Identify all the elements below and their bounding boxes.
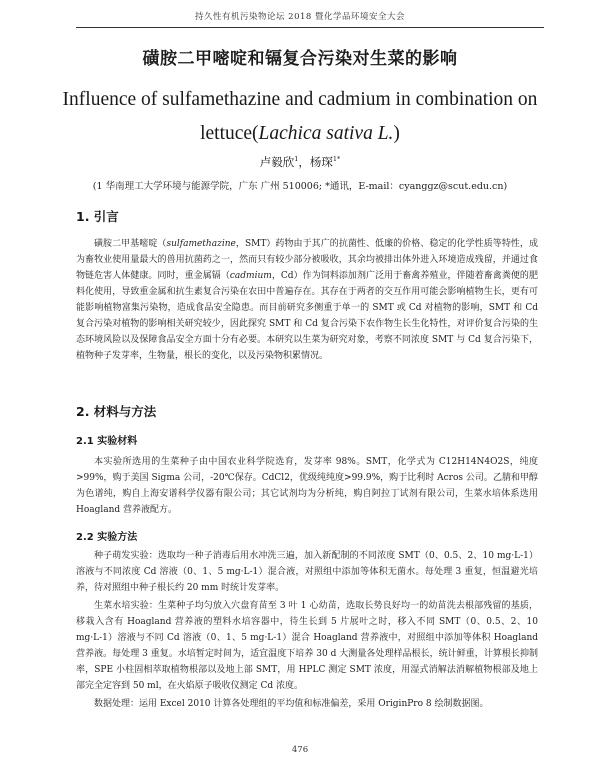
intro-term-sulfamethazine: sulfamethazine bbox=[166, 239, 236, 249]
intro-text-a: 磺胺二甲基嘧啶（ bbox=[94, 239, 167, 249]
section-methods-heading: 2. 材料与方法 bbox=[76, 404, 157, 419]
title-english-line1: Influence of sulfamethazine and cadmium in combination on bbox=[62, 89, 538, 110]
header-rule bbox=[76, 27, 544, 28]
intro-text-c: ，Cd）作为饲料添加剂广泛用于畜禽养殖业，伴随着畜禽粪便的肥料化使用，导致重金属和抗生素复合污染在农田中普遍存在。其存在于两者的交互作用可能会影响植物生长，更有可能影响植物富集污染物，造成食品安全隐患。而目前研究多侧重于单一的 SMT 或 Cd 对植物的影响，SMT 和 Cd 复合污染对植物的影响相关研究较少，因此探究 SMT 和 Cd 复合污染下农作物生长生化特性，对评价复合污染的生态环境风险以及保障食品安全方面十分有必要。本研究以生菜为研究对象，考察不同浓度 SMT 与 Cd 复合污染下，植物种子发芽率，生物量，根长的变化，以及污染物积累情况。 bbox=[76, 271, 538, 361]
title-en-prefix: lettuce( bbox=[200, 123, 259, 144]
author-2: 杨琛 bbox=[309, 155, 333, 169]
intro-paragraph bbox=[76, 236, 538, 364]
title-en-suffix: ) bbox=[393, 123, 400, 144]
title-chinese: 磺胺二甲嘧啶和镉复合污染对生菜的影响 bbox=[142, 49, 458, 69]
running-header: 持久性有机污染物论坛 2018 暨化学品环境安全大会 bbox=[194, 12, 406, 22]
subsection-methods-heading: 2.2 实验方法 bbox=[76, 532, 138, 543]
author-1: 卢毅欣 bbox=[259, 155, 295, 169]
author-1-mark: 1 bbox=[294, 155, 299, 164]
subsection-materials-heading: 2.1 实验材料 bbox=[76, 436, 138, 447]
materials-paragraph: 本实验所选用的生菜种子由中国农业科学院选育，发芽率 98%。SMT，化学式为 C12H14N4O2S，纯度>99%，购于美国 Sigma 公司，-20℃保存。CdCl2，优级纯纯度>99.9%，购于比利时 Acros 公司。乙腈和甲醇为色谱纯，购自上海安谱科学仪器有限公司；其它试剂均为分析纯，购自阿拉丁试剂有限公司，生菜水培体系选用 Hoagland 营养液配方。 bbox=[76, 457, 538, 515]
section-intro-heading: 1. 引言 bbox=[76, 209, 119, 224]
intro-text-b: ，SMT）药物由于其广的抗菌性、低廉的价格、稳定的化学性质等特性，成为畜牧业使用量最大的兽用抗菌药之一，然而只有较少部分被吸收，其余均被排出体外进入环境造成残留，并通过食物链危害人体健康。同时，重金属镉（ bbox=[76, 239, 538, 281]
title-en-species: Lachica sativa L. bbox=[258, 123, 394, 144]
intro-term-cadmium: cadmium bbox=[229, 271, 272, 281]
methods-data-paragraph: 数据处理：运用 Excel 2010 计算各处理组的平均值和标准偏差，采用 OriginPro 8 绘制数据图。 bbox=[94, 699, 489, 709]
author-separator: ， bbox=[298, 155, 310, 169]
title-english-line2 bbox=[50, 123, 550, 145]
methods-hydroponic-paragraph: 生菜水培实验：生菜种子均匀放入穴盘育苗至 3 叶 1 心幼苗，选取长势良好均一的幼苗洗去根部残留的基质，移栽入含有 Hoagland 营养液的塑料水培容器中，待生长到 5 片展叶之时，移入不同 SMT（0、0.5、2、10 mg·L-1）溶液与不同 Cd 溶液（0、1、5 mg·L-1）混合 Hoagland 营养液中，对照组中添加等体积 Hoagland 营养液。每处理 3 重复。水培暂定时间为，适宜温度下培养 30 d 大测量各处理样品根长，统计鲜重，计算根长抑制率，SPE 小柱固相萃取植物根部以及地上部 SMT，用 HPLC 测定 SMT 浓度，用湿式消解法消解植物根部及地上部完全定容到 50 ml，在火焰原子吸收仪测定 Cd 浓度。 bbox=[76, 601, 538, 691]
methods-germination-paragraph: 种子萌发实验：选取均一种子消毒后用水冲洗三遍，加入新配制的不同浓度 SMT（0、0.5、2、10 mg·L-1）溶液与不同浓度 Cd 溶液（0、1、5 mg·L-1）混合液，对照组中添加等体积无菌水。每处理 3 重复，恒温避光培养，待对照组中种子根长约 20 mm 时统计发芽率。 bbox=[76, 551, 538, 593]
affiliation: (1 华南理工大学环境与能源学院，广东 广州 510006; *通讯，E-mail：cyanggz@scut.edu.cn) bbox=[92, 181, 508, 192]
author-2-mark: 1* bbox=[332, 155, 341, 164]
authors bbox=[0, 154, 600, 170]
page-number: 476 bbox=[291, 745, 309, 755]
